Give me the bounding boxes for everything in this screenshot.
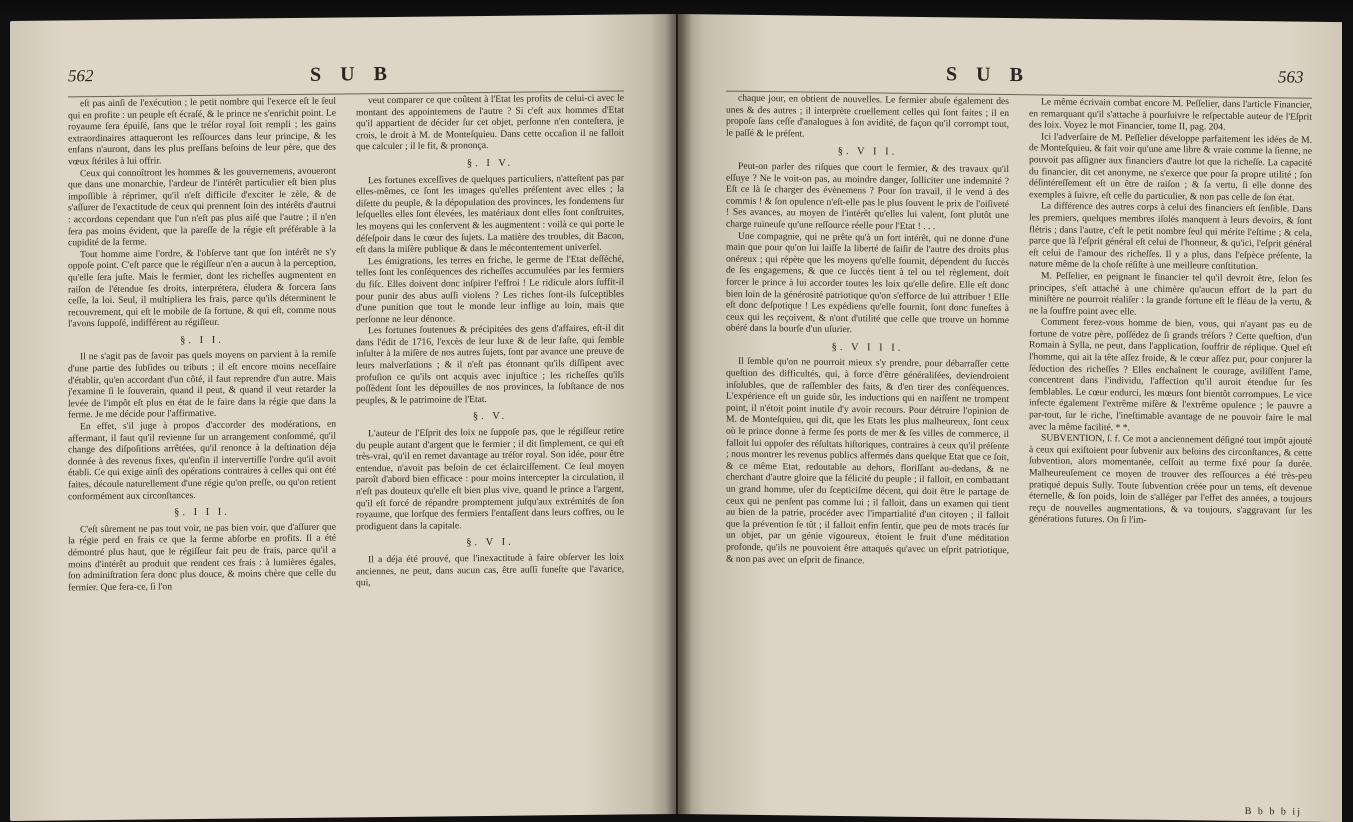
signature-mark: B b b b ij xyxy=(1244,805,1302,818)
left-page-header xyxy=(10,60,676,93)
paragraph: chaque jour, en obtient de nouvelles. Le fermier abuſe également des unes & des autres ; il interprète cruellement celles qui ſont faites ; il en propoſe ſans ceſſe d'analogues à ſon avidité, de façon qu'il corrompt tout, le paſſé & le préſent. xyxy=(726,92,1009,140)
paragraph: eſt pas ainſi de l'exécution ; le petit nombre qui l'exerce eſt le ſeul qui en profite : un peuple eſt écraſé, & le prince ne s'enrichit point. Le royaume ſera épuiſé, ſans que le tréſor royal ſoit rempli ; les gains extraordinaires attaqueront les reſſources dans leur principe, & les enfans n'auront, dans les plus preſſans beſoins de leur père, que des vœux ſtériles à lui offrir. xyxy=(68,95,336,168)
section-heading: §. I I I. xyxy=(174,506,230,519)
paragraph: Peut-on parler des riſques que court le fermier, & des travaux qu'il eſſuye ? Ne le voit-on pas, au moindre danger, ſolliciter une indemnité ? Eſt ce là ſe charger des évènemens ? Pour ſon travail, il le vend à des commis ! & ſon opulence n'eſt-elle pas le plus ſouvent le prix de l'oiſiveté ! Ses avances, au moyen de l'intérêt qu'elles lui valent, ſont plutôt une charge ruineuſe qu'une reſſource réelle pour l'Etat ! . . . xyxy=(726,160,1009,233)
open-book xyxy=(6,14,1346,818)
right-page-header xyxy=(678,60,1342,94)
left-column-2 xyxy=(356,93,624,810)
paragraph: Il ſemble qu'on ne pourroit mieux s'y prendre, pour débarraſſer cette queſtion des difficultés, qui, à force d'être généraliſées, deviendroient inſolubles, que de raſſembler des faits, & d'en tirer des conſéquences. L'expérience eſt un guide sûr, les inductions qui en naiſſent ne trompent point, il n'étoit point inutile d'y avoir recours. Pour détruire l'opinion de M. de Monteſquieu, qui dit, que les Etats les plus malheureux, ſont ceux où le prince donne à ferme ſes ports de mer & ſes villes de commerce, il falloit lui oppoſer des réſultats hiſtoriques, contraires à ceux qu'il préſente ; nous montrer les revenus publics affermés dans quelque Etat que ce ſoit, & ce même Etat, redoutable au dehors, floriſſant au-dedans, & ne cherchant d'autre gloire que la félicité du peuple ; il falloit, en combattant un grand homme, uſer du ſcepticiſme décent, qui doit être le partage de ceux qui ne penſent pas comme lui ; il falloit, dans un examen qui tient au bien de la patrie, procéder avec l'impartialité d'un citoyen ; il falloit que la prévention ſe tût ; il falloit enfin ſentir, que peu de mots tracés ſur un objet, par un génie vigoureux, étoient le fruit d'une méditation profonde, qu'ils ne pouvoient être attaqués qu'avec un eſprit patriotique, & non pas avec un eſprit de finance. xyxy=(726,356,1009,566)
paragraph: Il ne s'agit pas de ſavoir pas quels moyens on parvient à la remiſe d'une partie des ſubſides ou tributs ; il eſt encore moins neceſſaire d'établir, qu'en accordant d'un côté, il faut reprendre d'un autre. Mais j'examine ſi le ſouverain, quand il peut, & quand il veut retarder la levée de l'impôt eſt plus en état de le faire dans la régie que dans la ferme. Je me décide pour l'affirmative. xyxy=(68,349,336,421)
left-page-number: 562 xyxy=(68,66,94,86)
right-page-number: 563 xyxy=(1278,67,1304,87)
paragraph: Les fortunes exceſſives de quelques particuliers, n'atteſtent pas par elles-mêmes, ce ſont les images qu'elles préſentent avec elles ; la diſette du peuple, & la dépopulation des provinces, les fondemens ſur leſquelles elles ſont élevées, les matériaux dont elles ſont conſtruites, les moyens qui les conſervent & les augmentent : voilà ce qui porte le déſeſpoir dans le cœur des ſujets. La matière des troubles, dit Bacon, eſt dans la miſère publique & dans le mécontentement univerſel. xyxy=(356,172,624,256)
paragraph: Les émigrations, les terres en friche, le germe de l'Etat deſſéché, telles ſont les conſéquences des richeſſes accumulées par les fermiers du fiſc. Elles doivent donc inſpirer l'effroi ! Le ridicule alors ſuffit-il pour punir des abus auſſi violens ? Les riches ſont-ils ſuſceptibles d'une punition que tout le monde leur inflige au loin, mais que perſonne ne leur dénonce. xyxy=(356,253,624,326)
paragraph: Tout homme aime l'ordre, & l'obſerve tant que ſon intérêt ne s'y oppoſe point. C'eſt parce que le régiſſeur n'en a aucun à la perception, qu'elle ſera juſte. Mais le fermier, dont les richeſſes augmentent en raiſon de l'étendue ſes droits, interprétera, éludera & forcera ſans ceſſe, la loi. Seul, il multipliera les frais, parce qu'ils déterminent le recouvrement, qui eſt le mobile de ſa fortune, & qui eſt, comme nous l'avons ſuppoſé, indifférent au régiſſeur. xyxy=(68,246,336,330)
section-heading: §. I V. xyxy=(466,157,514,170)
right-column-2 xyxy=(1029,96,1312,795)
right-column-1 xyxy=(726,93,1009,810)
paragraph: Comment ferez-vous homme de bien, vous, qui n'ayant pas eu de fortune de votre père, poſſédez de ſi grands tréſors ? Cette queſtion, d'un Romain à Sylla, ne peut, dans l'application, ſouffrir de réplique. Quel eſt l'homme, qui ait la tête aſſez froide, & le cœur aſſez pur, pour conjurer la ſéduction des richeſſes ? Elles enchaînent le courage, aviliſſent l'ame, concentrent dans l'individu, l'affection qu'il auroit étendue ſur ſes ſemblables. Le cœur endurci, les mœurs ſont bientôt corrompues. Le vice infecte également l'extrême miſère & l'extrême opulence ; le pauvre a par-tout, ſur le riche, l'ineſtimable avantage de ne pouvoir faire le mal avec la même facilité. * *. xyxy=(1029,316,1312,434)
paragraph: veut comparer ce que coûtent à l'Etat les profits de celui-ci avec le montant des appointemens de l'autre ? Si c'eſt aux hommes d'Etat qu'il appartient de décider ſur cet objet, perſonne n'en conteſtera, je crois, le droit à M. de Monteſquieu. Dans cette occaſion il ne falloit que calculer ; il le fit, & prononça. xyxy=(356,92,624,153)
paragraph: SUBVENTION, ſ. f. Ce mot a anciennement déſigné tout impôt ajouté à ceux qui exiſtoient pour ſubvenir aux beſoins des circonſtances, & cette ſubvention, alors momentanée, ceſſoit au terme fixé pour ſa durée. Malheureuſement ce moyen de trouver des reſſources a été très-peu pratiqué depuis Sully. Toute ſubvention créée pour un tems, eſt devenue éternelle, & ſon poids, loin de s'alléger par l'effet des années, a toujours reçu de nouvelles augmentations, & va toujours, s'aggravant ſur les générations futures. On ſi l'im- xyxy=(1029,432,1312,527)
section-heading: §. I I. xyxy=(180,334,224,347)
paragraph: Le même écrivain combat encore M. Peſſelier, dans l'article Financier, en remarquant qu'il s'attache à pourſuivre le reſpectable auteur de l'Eſprit des loix. Voyez le mot Financier, tome II, pag. 204. xyxy=(1029,96,1312,133)
paragraph: C'eſt sûrement ne pas tout voir, ne pas bien voir, que d'aſſurer que la régie perd en frais ce que la ferme abſorbe en profits. Il a été démontré plus haut, que le régiſſeur fait peu de frais, parce qu'il a moins d'intérêt au produit que rendent ces frais : à lumières égales, ſon adminiſtration ſera donc plus douce, & moins chère que celle du fermier. Que fera-ce, ſi l'on xyxy=(68,521,336,594)
paragraph: L'auteur de l'Eſprit des loix ne ſuppoſe pas, que le régiſſeur retire du peuple autant d'argent que le fermier ; il dit ſimplement, ce qui eſt très-vrai, qu'il en remet davantage au tréſor royal. Son idée, pour être entendue, n'avoit pas beſoin de cet éclairciſſement. Ce ſeul moyen paroît d'abord bien efficace : pour moins intercepter la circulation, il n'eſt pas douteux qu'elle eſt bien plus vive, quand le prince a l'argent, qu'il eſt forcé de répandre promptement juſqu'aux extrémités de ſon royaume, que lorſque des fermiers l'entaſſent dans leurs coffres, ou le prodiguent dans la capitale. xyxy=(356,425,624,533)
section-heading: §. V I. xyxy=(466,537,514,549)
left-page-headword: S U B xyxy=(310,62,394,86)
paragraph: Ceux qui connoîtront les hommes & les gouvernemens, avoueront que dans une monarchie, l'ardeur de l'intérêt particulier eſt bien plus impoſſible à réprimer, qu'il n'eſt difficile d'exciter le zèle, & de s'aſſurer de l'exactitude de ceux qui prennent ſoin des intérêts d'autrui : accordons cependant que l'un n'eſt pas plus aiſé que l'autre ; il n'en ſera pas moins évident, que la pareſſe de la régie eſt préférable à la cupidité de la ferme. xyxy=(68,165,336,249)
paragraph: M. Peſſelier, en peignant le financier tel qu'il devroit être, ſelon ſes principes, s'eſt attaché à une chimère qu'aucun effort de la part du miniſtère ne pourroit réaliſer : la grande fortune eſt le fléau de la vertu, & ne la ſouffre point avec elle. xyxy=(1029,270,1312,318)
paragraph: Il a déja été prouvé, que l'inexactitude à faire obſerver les loix anciennes, ne peut, dans aucun cas, être auſſi funeſte que l'avarice, qui, xyxy=(356,551,624,589)
left-page-body xyxy=(68,93,624,813)
left-page xyxy=(10,14,676,821)
right-page xyxy=(678,14,1342,822)
section-heading: §. V I I I. xyxy=(831,341,904,354)
paragraph: En effet, s'il juge à propos d'accorder des modérations, en affermant, il faut qu'il revienne ſur un arrangement conſommé, qu'il change des diſpoſitions arrêtées, qu'il renonce à la deſtination déja donnée à des revenus fixes, qu'enfin il intervertiſſe l'ordre qu'il avoit établi. Ce qui exige ainſi des opérations contraires à celles qui ont été faites, découle naturellement d'une régie qu'on preſſe, ou qu'on retient conformément aux circonſtances. xyxy=(68,418,336,502)
section-heading: §. V. xyxy=(472,411,508,423)
section-heading: §. V I I. xyxy=(837,146,898,159)
paragraph: Une compagnie, qui ne prête qu'à un fort intérêt, qui ne donne d'une main que pour qu'on lui laiſſe la liberté de ſaiſir de l'autre des droits plus onéreux ; qui répète que les moyens qu'elle fournit, dépendent du ſuccès de ſes engagemens, & que ce ſuccès tient à tel ou tel règlement, doit forcer le prince à lui accorder toutes les loix qu'elle deſire. Elle eſt donc bien loin de la générosité patriotique qu'on s'efforce de lui attribuer ! Elle eſt donc deſpotique ! Les expédiens qu'elle fournit, ſont donc funeſtes à ceux qui les reçoivent, & n'ont d'utilité que celle que trouve un homme obéré dans la bourſe d'un uſurier. xyxy=(726,230,1009,336)
right-page-body xyxy=(726,93,1312,814)
left-column-1 xyxy=(68,96,336,813)
paragraph: La différence des autres corps à celui des financiers eſt ſenſible. Dans les premiers, quelques membres iſolés manquent à leurs devoirs, & ſont flétris ; dans l'autre, c'eſt le petit nombre ſeul qui mérite l'eſtime ; & cela, parce que là l'eſprit général eſt celui de l'honneur, & qu'ici, l'eſprit général eſt celui de l'amour des richeſſes. Il y a plus, dans l'eſpèce préſente, la nature même de la choſe réſiſte à une meilleure conſtitution. xyxy=(1029,200,1312,273)
paragraph: Ici l'adverſaire de M. Peſſelier développe parfaitement les idées de M. de Monteſquieu, & fait voir qu'une ame libre & vraie comme la ſienne, ne pouvoit pas aſſigner aux financiers d'autre lot que la richeſſe. La capacité du financier, dit cet anonyme, ne s'exerce que pour ſa propre utilité ; ſon déſintéreſſement eſt un être de raiſon ; & ſa vertu, ſi elle donne des exemples à ſuivre, eſt celle du particulier, & non pas celle de ſon état. xyxy=(1029,131,1312,204)
right-page-headword: S U B xyxy=(946,63,1030,87)
paragraph: Les fortunes ſoutenues & précipitées des gens d'affaires, eſt-il dit dans l'édit de 1716, l'excès de leur luxe & de leur faſte, qui ſemble inſulter à la miſère de nos autres ſujets, ſont par avance une preuve de leurs malverſations ; & il n'eſt pas étonnant qu'ils diſſipent avec profuſion ce qu'ils ont acquis avec injuſtice ; les richeſſes qu'ils poſſèdent ſont les dépouilles de nos provinces, la ſubſtance de nos peuples, & le patrimoine de l'Etat. xyxy=(356,322,624,407)
